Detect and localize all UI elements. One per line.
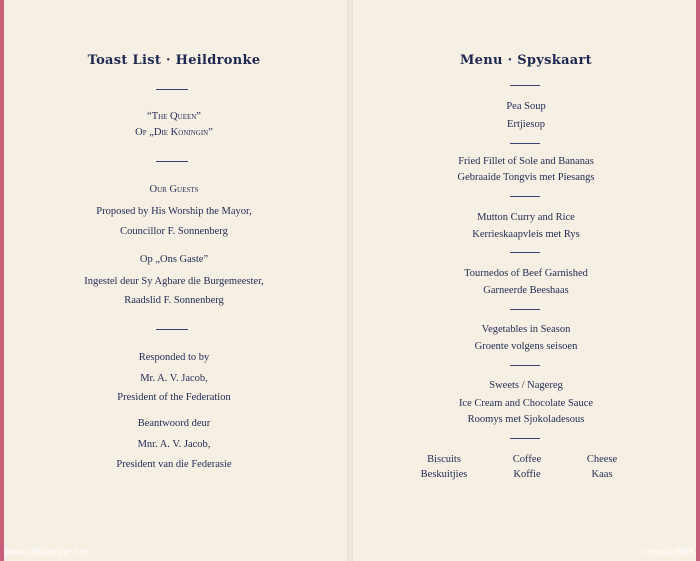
course-5-en: Vegetables in Season <box>481 324 571 335</box>
course-4-af: Garneerde Beeshaas <box>483 285 569 296</box>
divider <box>156 89 188 90</box>
menu-heading: Menu · Spyskaart <box>459 53 592 68</box>
course-4-en: Tournedos of Beef Garnished <box>464 268 588 279</box>
guests-en: Our Guests <box>149 184 199 195</box>
final-3-en: Cheese <box>586 454 618 465</box>
divider <box>510 252 540 253</box>
toast-queen-af: Op „Die Koningin” <box>135 127 213 138</box>
course-1-af: Ertjiesop <box>507 119 545 130</box>
watermark-left: www.delcampe.net <box>4 547 88 558</box>
guests-af: Op „Ons Gaste” <box>139 254 209 265</box>
final-3-af: Kaas <box>591 469 613 480</box>
divider <box>510 85 540 86</box>
course-3-en: Mutton Curry and Rice <box>477 212 575 223</box>
final-2-af: Koffie <box>513 469 541 480</box>
responded-line-3: President of the Federation <box>117 392 231 403</box>
menu-page <box>356 0 696 540</box>
course-2-af: Gebraaide Tongvis met Piesangs <box>457 172 595 183</box>
watermark-right: romulux888 <box>641 547 694 558</box>
divider <box>510 143 540 144</box>
divider <box>156 329 188 330</box>
divider <box>510 196 540 197</box>
course-2-en: Fried Fillet of Sole and Bananas <box>458 156 594 167</box>
course-6-en: Sweets / Nagereg <box>489 380 563 391</box>
beantwoord-line-3: President van die Federasie <box>116 459 232 470</box>
ingestel-line-2: Raadslid F. Sonnenberg <box>124 295 224 306</box>
beantwoord-line-2: Mnr. A. V. Jacob, <box>137 439 211 450</box>
responded-line-1: Responded to by <box>138 352 210 363</box>
course-1-en: Pea Soup <box>506 101 546 112</box>
responded-line-2: Mr. A. V. Jacob, <box>140 373 208 384</box>
beantwoord-line-1: Beantwoord deur <box>137 418 211 429</box>
course-6-af2: Roomys met Sjokoladesous <box>467 414 585 425</box>
divider <box>156 161 188 162</box>
card-edge-right <box>696 0 700 561</box>
ingestel-line-1: Ingestel deur Sy Agbare die Burgemeester, <box>84 276 264 287</box>
divider <box>510 438 540 439</box>
divider <box>510 365 540 366</box>
proposed-line-1: Proposed by His Worship the Mayor, <box>96 206 252 217</box>
course-5-af: Groente volgens seisoen <box>474 341 578 352</box>
final-2-en: Coffee <box>512 454 542 465</box>
toast-queen-en: “The Queen” <box>147 111 201 122</box>
divider <box>510 309 540 310</box>
toast-list-heading: Toast List · Heildronke <box>87 53 261 68</box>
course-3-af: Kerrieskaapvleis met Rys <box>472 229 580 240</box>
final-1-af: Beskuitjies <box>420 469 468 480</box>
proposed-line-2: Councillor F. Sonnenberg <box>120 226 228 237</box>
toast-list-page <box>4 0 344 540</box>
final-1-en: Biscuits <box>427 454 461 465</box>
card-fold <box>347 0 353 561</box>
course-6-af: Ice Cream and Chocolate Sauce <box>458 398 594 409</box>
